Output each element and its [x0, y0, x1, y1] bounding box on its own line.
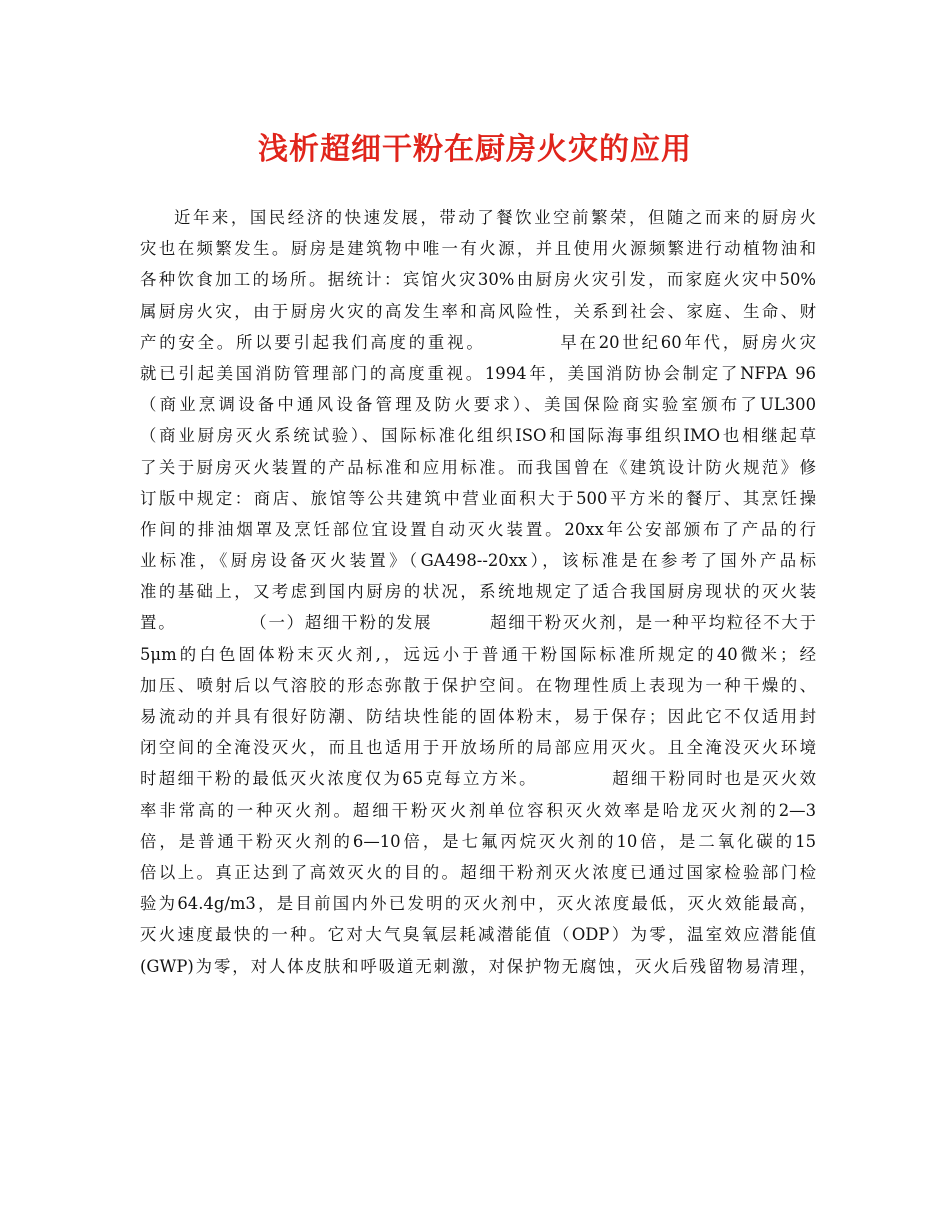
text-segment: 属厨房火灾，由于厨房火灾的高发生率和高风险性，关系到社会、家庭、生命、财 [140, 301, 816, 321]
text-segment: 5μm的白色固体粉末灭火剂,，远远小于普通干粉国际标准所规定的40微米；经 [140, 644, 816, 664]
text-segment: 超细干粉同时也是灭火效 [609, 769, 817, 789]
text-segment: 置。 [140, 613, 177, 633]
text-segment: （商业厨房灭火系统试验）、国际标准化组织ISO和国际海事组织IMO也相继起草 [140, 426, 816, 446]
text-segment: 倍，是普通干粉灭火剂的6—10倍，是七氟丙烷灭火剂的10倍，是二氧化碳的15 [140, 831, 816, 851]
text-line [140, 514, 816, 545]
text-line [140, 264, 816, 295]
text-line [140, 545, 816, 576]
section-heading: （一）超细干粉的发展 [248, 613, 433, 633]
text-segment: 超细干粉灭火剂，是一种平均粒径不大于 [488, 613, 817, 633]
text-line [140, 857, 816, 888]
text-line [140, 483, 816, 514]
text-line [140, 795, 816, 826]
text-line [140, 670, 816, 701]
text-line [140, 639, 816, 670]
text-segment: 就已引起美国消防管理部门的高度重视。1994年，美国消防协会制定了NFPA 96 [140, 363, 816, 383]
text-line [140, 951, 816, 982]
text-line [140, 202, 816, 233]
text-segment: 业标准，《厨房设备灭火装置》（GA498--20xx），该标准是在参考了国外产品标 [140, 551, 816, 571]
text-line [140, 358, 816, 389]
text-segment: 订版中规定：商店、旅馆等公共建筑中营业面积大于500平方米的餐厅、其烹饪操 [140, 488, 816, 508]
text-segment: 产的安全。所以要引起我们高度的重视。 [140, 332, 486, 352]
text-segment: 灭火速度最快的一种。它对大气臭氧层耗减潜能值（ODP）为零，温室效应潜能值 [140, 925, 816, 945]
text-line [140, 607, 816, 638]
text-segment: 易流动的并具有很好防潮、防结块性能的固体粉末，易于保存；因此它不仅适用封 [140, 707, 816, 726]
text-line [140, 701, 816, 732]
text-segment: 早在20世纪60年代，厨房火灾 [557, 332, 817, 352]
text-segment: 了关于厨房灭火装置的产品标准和应用标准。而我国曾在《建筑设计防火规范》修 [140, 457, 816, 477]
text-line [140, 576, 816, 607]
text-line [140, 826, 816, 857]
text-segment: 验为64.4g/m3，是目前国内外已发明的灭火剂中，灭火浓度最低，灭火效能最高， [140, 894, 816, 914]
text-line [140, 389, 816, 420]
text-segment: 闭空间的全淹没灭火，而且也适用于开放场所的局部应用灭火。且全淹没灭火环境 [140, 738, 816, 758]
text-segment: 倍以上。真正达到了高效灭火的目的。超细干粉剂灭火浓度已通过国家检验部门检 [140, 862, 816, 882]
document-title: 浅析超细干粉在厨房火灾的应用 [258, 132, 692, 167]
text-segment: 作间的排油烟罩及烹饪部位宜设置自动灭火装置。20xx年公安部颁布了产品的行 [140, 519, 816, 539]
text-line [140, 233, 816, 264]
text-segment: （商业烹调设备中通风设备管理及防火要求）、美国保险商实验室颁布了UL300 [140, 395, 816, 415]
text-segment: 近年来，国民经济的快速发展，带动了餐饮业空前繁荣，但随之而来的厨房火 [174, 208, 816, 227]
text-segment: 准的基础上，又考虑到国内厨房的状况，系统地规定了适合我国厨房现状的灭火装 [140, 582, 816, 602]
text-segment: 率非常高的一种灭火剂。超细干粉灭火剂单位容积灭火效率是哈龙灭火剂的2—3 [140, 800, 816, 820]
text-segment: 灾也在频繁发生。厨房是建筑物中唯一有火源，并且使用火源频繁进行动植物油和 [140, 239, 816, 259]
text-line [140, 763, 816, 794]
text-line [140, 452, 816, 483]
text-line [140, 327, 816, 358]
text-line [140, 919, 816, 950]
text-line [140, 888, 816, 919]
document-body [140, 202, 816, 982]
text-segment: 加压、喷射后以气溶胶的形态弥散于保护空间。在物理性质上表现为一种干燥的、 [140, 675, 816, 695]
text-line [140, 732, 816, 763]
text-segment: 时超细干粉的最低灭火浓度仅为65克每立方米。 [140, 769, 538, 789]
text-line [140, 420, 816, 451]
text-line [140, 296, 816, 327]
text-segment: (GWP)为零，对人体皮肤和呼吸道无刺激，对保护物无腐蚀，灭火后残留物易清理， [140, 956, 816, 976]
text-segment: 各种饮食加工的场所。据统计：宾馆火灾30%由厨房火灾引发，而家庭火灾中50% [140, 270, 816, 290]
